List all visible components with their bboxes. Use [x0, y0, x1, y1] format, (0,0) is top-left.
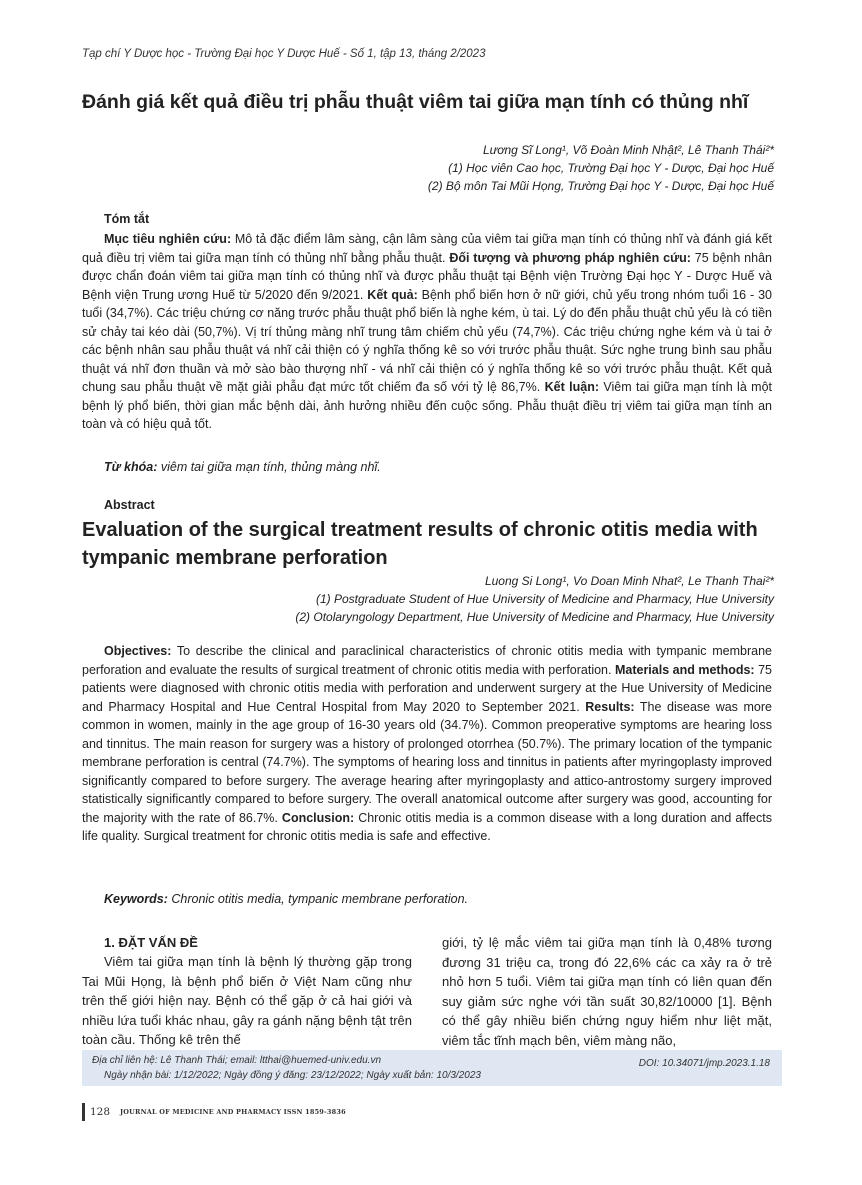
en-conclusion-label: Conclusion: [277, 810, 355, 825]
vn-summary-heading: Tóm tắt [104, 212, 150, 226]
en-objectives-label: Objectives: [104, 644, 172, 658]
en-affiliation-1: (1) Postgraduate Student of Hue University of Medicine and Pharmacy, Hue University [316, 592, 774, 606]
journal-name: JOURNAL OF MEDICINE AND PHARMACY ISSN 1859-3836 [120, 1108, 346, 1116]
journal-header: Tạp chí Y Dược học - Trường Đại học Y Dược Huế - Số 1, tập 13, tháng 2/2023 [82, 48, 486, 60]
abstract-heading: Abstract [104, 498, 155, 512]
vn-results-label: Kết quả: [363, 287, 418, 302]
en-keywords-label: Keywords: [104, 892, 168, 906]
en-methods-label: Materials and methods: [614, 662, 755, 677]
vn-objective-label: Mục tiêu nghiên cứu: [104, 232, 232, 246]
en-abstract-paragraph [82, 642, 772, 846]
vn-affiliation-1: (1) Học viên Cao học, Trường Đại học Y - Dược, Đại học Huế [448, 161, 774, 175]
en-keywords [104, 890, 468, 909]
vn-keywords-label: Từ khóa: [104, 460, 158, 474]
vn-title: Đánh giá kết quả điều trị phẫu thuật viêm tai giữa mạn tính có thủng nhĩ [82, 91, 749, 113]
en-title: Evaluation of the surgical treatment results of chronic otitis media with tympanic membrane perforation [82, 519, 758, 569]
en-results-label: Results: [579, 699, 635, 714]
vn-conclusion-text: Viêm tai giữa mạn tính là một bệnh lý phổ biến, thời gian mắc bệnh dài, ảnh hưởng nhiều đến cuộc sống. Phẫu thuật điều trị viêm tai giữa mạn tính an toàn và có hiệu quả tốt. [82, 380, 773, 431]
en-objectives-text: To describe the clinical and paraclinical characteristics of chronic otitis media with tympanic membrane perforation and evaluate the results of surgical treatment of chronic otitis media with perforation. [82, 644, 772, 677]
en-methods-text: 75 patients were diagnosed with chronic otitis media with perforation and underwent surgery at the Hue University of Medicine and Pharmacy Hospital and Hue Central Hospital from May 2020 to September 2021. [82, 662, 772, 714]
intro-right-column: giới, tỷ lệ mắc viêm tai giữa mạn tính là 0,48% tương đương 31 triệu ca, trong đó 22,6% các ca xảy ra ở trẻ nhỏ hơn 5 tuổi. Viêm tai giữa mạn tính có liên quan đến suy giảm sức nghe với tần suất 30,82/10000 [1]. Bệnh có thể gây nhiều biến chứng nguy hiểm như liệt mặt, viêm tắc tĩnh mạch bên, viêm màng não, [442, 935, 772, 1048]
footer-info-box [82, 1050, 782, 1086]
intro-left-column: Viêm tai giữa mạn tính là bệnh lý thường gặp trong Tai Mũi Họng, là bệnh phổ biến ở Việt Nam cũng như trên thế giới hiện nay. Bệnh có thể gặp ở cả hai giới và nhiều lứa tuổi khác nhau, gây ra gánh nặng bệnh tật trên toàn cầu. Thống kê trên thế [82, 954, 412, 1047]
page-number: 128 [90, 1106, 111, 1118]
vn-objective-text: Mô tả đặc điểm lâm sàng, cận lâm sàng của viêm tai giữa mạn tính có thủng nhĩ và đánh giá kết quả điều trị viêm tai giữa mạn tính có thủng nhĩ bằng phẫu thuật. [82, 232, 772, 265]
en-affiliation-2: (2) Otolaryngology Department, Hue University of Medicine and Pharmacy, Hue University [295, 610, 774, 624]
vn-methods-label: Đối tượng và phương pháp nghiên cứu: [445, 250, 691, 265]
vn-methods-text: 75 bệnh nhân được chẩn đoán viêm tai giữa mạn tính có thủng nhĩ và được phẫu thuật tại Bệnh viện Trường Đại học Y - Dược Huế và Bệnh viện Trung ương Huế từ 5/2020 đến 9/2021. [82, 250, 772, 302]
vn-authors-block [428, 141, 774, 195]
en-conclusion-text: Chronic otitis media is a common disease with a long duration and affects life quality. Surgical treatment for chronic otitis media is safe and effective. [82, 810, 772, 843]
footer-contact: Địa chỉ liên hệ: Lê Thanh Thái; email: ltthai@huemed-univ.edu.vn [92, 1055, 382, 1066]
vn-keywords [104, 458, 381, 477]
en-authors: Luong Si Long¹, Vo Doan Minh Nhat², Le Thanh Thai²* [484, 574, 774, 588]
vn-authors: Lương Sĩ Long¹, Võ Đoàn Minh Nhật², Lê Thanh Thái²* [482, 143, 774, 157]
intro-heading: 1. ĐẶT VẤN ĐỀ [104, 935, 198, 950]
en-authors-block [295, 572, 774, 626]
vn-abstract-paragraph [82, 230, 772, 434]
footer-dates: Ngày nhận bài: 1/12/2022; Ngày đồng ý đăng: 23/12/2022; Ngày xuất bản: 10/3/2023 [104, 1070, 481, 1081]
vn-conclusion-label: Kết luận: [540, 380, 599, 394]
vn-affiliation-2: (2) Bộ môn Tai Mũi Họng, Trường Đại học Y - Dược, Đại học Huế [427, 179, 774, 193]
vn-keywords-text: viêm tai giữa mạn tính, thủng màng nhĩ. [157, 460, 381, 474]
footer-doi: DOI: 10.34071/jmp.2023.1.18 [638, 1058, 770, 1069]
en-results-text: The disease was more common in women, mainly in the age group of 16-30 years old (34.7%). Common preoperative symptoms are hearing loss and tinnitus. The main reason for surgery was a history of prolonged otorrhea (50.7%). The primary location of the tympanic membrane perforation is central (74.7%). The symptoms of hearing loss and tinnitus in patients after myringoplasty improved significantly compared to before surgery. The average hearing after myringoplasty and attico-antrostomy surgery improved statistically significantly compared to before surgery. The overall anatomical outcome after surgery was good, accounting for the majority with the rate of 86.7%. [82, 699, 772, 825]
vn-results-text: Bệnh phổ biến hơn ở nữ giới, chủ yếu trong nhóm tuổi 16 - 30 tuổi (34,7%). Các triệu chứng cơ năng trước phẫu thuật phổ biến là nghe kém, ù tai. Lý do đến phẫu thuật chủ yếu là có tiền sử chảy tai kéo dài (50,7%). Vị trí thủng màng nhĩ trung tâm chiếm chủ yếu (74,7%). Các triệu chứng nghe kém và ù tai ở các bệnh nhân sau phẫu thuật vá nhĩ cải thiện có ý nghĩa thống kê so với trước phẫu thuật. Sức nghe trung bình sau phẫu thuật vá nhĩ đơn thuần và mở sào bào thượng nhĩ - vá nhĩ cải thiện có ý nghĩa thống kê so với trước phẫu thuật. Kết quả chung sau phẫu thuật về mặt giải phẫu đạt mức tốt chiếm đa số với tỷ lệ 86,7%. [82, 287, 773, 394]
en-keywords-text: Chronic otitis media, tympanic membrane perforation. [167, 892, 469, 906]
page-number-bar [82, 1103, 85, 1121]
